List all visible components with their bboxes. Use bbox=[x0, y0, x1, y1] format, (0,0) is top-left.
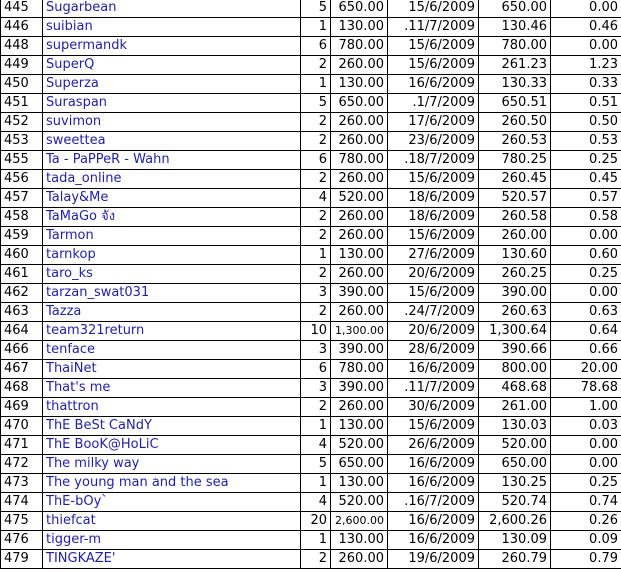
date-cell: .16/7/2009 bbox=[388, 493, 479, 512]
difference-cell: 0.63 bbox=[551, 303, 621, 322]
difference-cell: 1.00 bbox=[551, 398, 621, 417]
amount-cell: 260.00 bbox=[331, 208, 388, 227]
row-number-cell: 462 bbox=[1, 284, 43, 303]
difference-cell: 0.00 bbox=[551, 0, 621, 18]
table-row bbox=[1, 436, 621, 455]
member-name-cell: ThE-bOy` bbox=[43, 493, 301, 512]
member-name-cell: taro_ks bbox=[43, 265, 301, 284]
difference-cell: 0.25 bbox=[551, 265, 621, 284]
table-row bbox=[1, 37, 621, 56]
member-name-cell: ThE BooK@HoLiC bbox=[43, 436, 301, 455]
quantity-cell: 3 bbox=[301, 284, 331, 303]
date-cell: .18/7/2009 bbox=[388, 151, 479, 170]
quantity-cell: 2 bbox=[301, 303, 331, 322]
quantity-cell: 10 bbox=[301, 322, 331, 341]
row-number-cell: 474 bbox=[1, 493, 43, 512]
member-name-cell: The young man and the sea bbox=[43, 474, 301, 493]
amount-cell: 650.00 bbox=[331, 94, 388, 113]
member-name-cell: Talay&Me bbox=[43, 189, 301, 208]
quantity-cell: 6 bbox=[301, 37, 331, 56]
difference-cell: 0.66 bbox=[551, 341, 621, 360]
amount-cell: 260.00 bbox=[331, 132, 388, 151]
paid-amount-cell: 650.51 bbox=[479, 94, 551, 113]
date-cell: 18/6/2009 bbox=[388, 208, 479, 227]
date-cell: 16/6/2009 bbox=[388, 512, 479, 531]
date-cell: 18/6/2009 bbox=[388, 189, 479, 208]
table-row bbox=[1, 18, 621, 37]
row-number-cell: 446 bbox=[1, 18, 43, 37]
amount-cell: 2,600.00 bbox=[331, 512, 388, 531]
quantity-cell: 3 bbox=[301, 341, 331, 360]
row-number-cell: 479 bbox=[1, 550, 43, 569]
row-number-cell: 450 bbox=[1, 75, 43, 94]
table-body bbox=[1, 0, 621, 569]
difference-cell: 0.51 bbox=[551, 94, 621, 113]
quantity-cell: 5 bbox=[301, 94, 331, 113]
difference-cell: 0.00 bbox=[551, 436, 621, 455]
row-number-cell: 459 bbox=[1, 227, 43, 246]
member-name-cell: tada_online bbox=[43, 170, 301, 189]
paid-amount-cell: 130.60 bbox=[479, 246, 551, 265]
member-name-cell: tarnkop bbox=[43, 246, 301, 265]
table-row bbox=[1, 246, 621, 265]
difference-cell: 20.00 bbox=[551, 360, 621, 379]
date-cell: 30/6/2009 bbox=[388, 398, 479, 417]
paid-amount-cell: 130.25 bbox=[479, 474, 551, 493]
member-name-cell: thattron bbox=[43, 398, 301, 417]
difference-cell: 0.25 bbox=[551, 151, 621, 170]
paid-amount-cell: 520.74 bbox=[479, 493, 551, 512]
amount-cell: 390.00 bbox=[331, 379, 388, 398]
table-row bbox=[1, 398, 621, 417]
amount-cell: 650.00 bbox=[331, 0, 388, 18]
row-number-cell: 452 bbox=[1, 113, 43, 132]
row-number-cell: 466 bbox=[1, 341, 43, 360]
quantity-cell: 4 bbox=[301, 493, 331, 512]
quantity-cell: 2 bbox=[301, 208, 331, 227]
table-row bbox=[1, 132, 621, 151]
difference-cell: 0.60 bbox=[551, 246, 621, 265]
quantity-cell: 2 bbox=[301, 398, 331, 417]
amount-cell: 260.00 bbox=[331, 303, 388, 322]
difference-cell: 0.58 bbox=[551, 208, 621, 227]
amount-cell: 130.00 bbox=[331, 474, 388, 493]
difference-cell: 0.45 bbox=[551, 170, 621, 189]
amount-cell: 780.00 bbox=[331, 360, 388, 379]
difference-cell: 0.57 bbox=[551, 189, 621, 208]
member-name-cell: thiefcat bbox=[43, 512, 301, 531]
amount-cell: 130.00 bbox=[331, 18, 388, 37]
difference-cell: 0.09 bbox=[551, 531, 621, 550]
date-cell: 17/6/2009 bbox=[388, 113, 479, 132]
amount-cell: 130.00 bbox=[331, 531, 388, 550]
member-name-cell: tarzan_swat031 bbox=[43, 284, 301, 303]
amount-cell: 130.00 bbox=[331, 75, 388, 94]
member-name-cell: Superza bbox=[43, 75, 301, 94]
date-cell: .11/7/2009 bbox=[388, 379, 479, 398]
paid-amount-cell: 390.66 bbox=[479, 341, 551, 360]
paid-amount-cell: 390.00 bbox=[479, 284, 551, 303]
paid-amount-cell: 130.33 bbox=[479, 75, 551, 94]
paid-amount-cell: 650.00 bbox=[479, 455, 551, 474]
table-row bbox=[1, 94, 621, 113]
table-row bbox=[1, 151, 621, 170]
amount-cell: 520.00 bbox=[331, 436, 388, 455]
amount-cell: 130.00 bbox=[331, 417, 388, 436]
paid-amount-cell: 780.00 bbox=[479, 37, 551, 56]
date-cell: 16/6/2009 bbox=[388, 75, 479, 94]
row-number-cell: 471 bbox=[1, 436, 43, 455]
member-name-cell: Suraspan bbox=[43, 94, 301, 113]
paid-amount-cell: 260.63 bbox=[479, 303, 551, 322]
quantity-cell: 4 bbox=[301, 436, 331, 455]
row-number-cell: 453 bbox=[1, 132, 43, 151]
table-row bbox=[1, 341, 621, 360]
table-row bbox=[1, 303, 621, 322]
quantity-cell: 6 bbox=[301, 360, 331, 379]
table-row bbox=[1, 227, 621, 246]
table-row bbox=[1, 493, 621, 512]
difference-cell: 0.26 bbox=[551, 512, 621, 531]
paid-amount-cell: 130.09 bbox=[479, 531, 551, 550]
table-row bbox=[1, 189, 621, 208]
member-name-cell: Tarmon bbox=[43, 227, 301, 246]
paid-amount-cell: 260.50 bbox=[479, 113, 551, 132]
paid-amount-cell: 260.53 bbox=[479, 132, 551, 151]
row-number-cell: 469 bbox=[1, 398, 43, 417]
difference-cell: 0.79 bbox=[551, 550, 621, 569]
date-cell: 27/6/2009 bbox=[388, 246, 479, 265]
date-cell: 16/6/2009 bbox=[388, 474, 479, 493]
difference-cell: 78.68 bbox=[551, 379, 621, 398]
quantity-cell: 2 bbox=[301, 132, 331, 151]
paid-amount-cell: 520.57 bbox=[479, 189, 551, 208]
member-name-cell: sweettea bbox=[43, 132, 301, 151]
amount-cell: 260.00 bbox=[331, 265, 388, 284]
row-number-cell: 473 bbox=[1, 474, 43, 493]
table-row bbox=[1, 379, 621, 398]
quantity-cell: 1 bbox=[301, 75, 331, 94]
table-row bbox=[1, 550, 621, 569]
table-row bbox=[1, 322, 621, 341]
amount-cell: 260.00 bbox=[331, 170, 388, 189]
table-row bbox=[1, 455, 621, 474]
amount-cell: 390.00 bbox=[331, 341, 388, 360]
quantity-cell: 6 bbox=[301, 151, 331, 170]
date-cell: 15/6/2009 bbox=[388, 0, 479, 18]
difference-cell: 0.46 bbox=[551, 18, 621, 37]
row-number-cell: 461 bbox=[1, 265, 43, 284]
row-number-cell: 470 bbox=[1, 417, 43, 436]
quantity-cell: 20 bbox=[301, 512, 331, 531]
row-number-cell: 464 bbox=[1, 322, 43, 341]
amount-cell: 650.00 bbox=[331, 455, 388, 474]
member-name-cell: tenface bbox=[43, 341, 301, 360]
date-cell: .1/7/2009 bbox=[388, 94, 479, 113]
member-name-cell: Tazza bbox=[43, 303, 301, 322]
paid-amount-cell: 260.58 bbox=[479, 208, 551, 227]
difference-cell: 0.64 bbox=[551, 322, 621, 341]
date-cell: .24/7/2009 bbox=[388, 303, 479, 322]
paid-amount-cell: 468.68 bbox=[479, 379, 551, 398]
member-name-cell: team321return bbox=[43, 322, 301, 341]
quantity-cell: 1 bbox=[301, 531, 331, 550]
quantity-cell: 2 bbox=[301, 113, 331, 132]
table-row bbox=[1, 113, 621, 132]
member-name-cell: suvimon bbox=[43, 113, 301, 132]
date-cell: 15/6/2009 bbox=[388, 284, 479, 303]
date-cell: 15/6/2009 bbox=[388, 417, 479, 436]
difference-cell: 0.00 bbox=[551, 37, 621, 56]
table-row bbox=[1, 75, 621, 94]
table-row bbox=[1, 360, 621, 379]
paid-amount-cell: 260.79 bbox=[479, 550, 551, 569]
member-name-cell: That's me bbox=[43, 379, 301, 398]
table-row bbox=[1, 512, 621, 531]
date-cell: 20/6/2009 bbox=[388, 265, 479, 284]
quantity-cell: 1 bbox=[301, 18, 331, 37]
paid-amount-cell: 780.25 bbox=[479, 151, 551, 170]
date-cell: 15/6/2009 bbox=[388, 227, 479, 246]
row-number-cell: 457 bbox=[1, 189, 43, 208]
paid-amount-cell: 1,300.64 bbox=[479, 322, 551, 341]
quantity-cell: 1 bbox=[301, 246, 331, 265]
paid-amount-cell: 261.00 bbox=[479, 398, 551, 417]
row-number-cell: 468 bbox=[1, 379, 43, 398]
quantity-cell: 4 bbox=[301, 189, 331, 208]
difference-cell: 0.00 bbox=[551, 227, 621, 246]
row-number-cell: 475 bbox=[1, 512, 43, 531]
member-name-cell: TINGKAZE' bbox=[43, 550, 301, 569]
quantity-cell: 3 bbox=[301, 379, 331, 398]
row-number-cell: 455 bbox=[1, 151, 43, 170]
amount-cell: 1,300.00 bbox=[331, 322, 388, 341]
difference-cell: 0.53 bbox=[551, 132, 621, 151]
date-cell: 16/6/2009 bbox=[388, 360, 479, 379]
row-number-cell: 467 bbox=[1, 360, 43, 379]
quantity-cell: 2 bbox=[301, 56, 331, 75]
row-number-cell: 460 bbox=[1, 246, 43, 265]
member-name-cell: ThE BeSt CaNdY bbox=[43, 417, 301, 436]
quantity-cell: 5 bbox=[301, 0, 331, 18]
date-cell: 15/6/2009 bbox=[388, 56, 479, 75]
amount-cell: 780.00 bbox=[331, 151, 388, 170]
paid-amount-cell: 130.03 bbox=[479, 417, 551, 436]
date-cell: 19/6/2009 bbox=[388, 550, 479, 569]
amount-cell: 390.00 bbox=[331, 284, 388, 303]
table-row bbox=[1, 0, 621, 18]
amount-cell: 780.00 bbox=[331, 37, 388, 56]
table-row bbox=[1, 56, 621, 75]
amount-cell: 260.00 bbox=[331, 56, 388, 75]
paid-amount-cell: 261.23 bbox=[479, 56, 551, 75]
paid-amount-cell: 520.00 bbox=[479, 436, 551, 455]
difference-cell: 0.74 bbox=[551, 493, 621, 512]
member-name-cell: ThaiNet bbox=[43, 360, 301, 379]
date-cell: 26/6/2009 bbox=[388, 436, 479, 455]
quantity-cell: 2 bbox=[301, 227, 331, 246]
table-row bbox=[1, 284, 621, 303]
member-name-cell: SuperQ bbox=[43, 56, 301, 75]
paid-amount-cell: 260.45 bbox=[479, 170, 551, 189]
row-number-cell: 448 bbox=[1, 37, 43, 56]
table-row bbox=[1, 208, 621, 227]
quantity-cell: 1 bbox=[301, 474, 331, 493]
member-name-cell: Sugarbean bbox=[43, 0, 301, 18]
amount-cell: 260.00 bbox=[331, 398, 388, 417]
member-name-cell: The milky way bbox=[43, 455, 301, 474]
difference-cell: 0.33 bbox=[551, 75, 621, 94]
difference-cell: 0.25 bbox=[551, 474, 621, 493]
difference-cell: 0.00 bbox=[551, 284, 621, 303]
row-number-cell: 456 bbox=[1, 170, 43, 189]
date-cell: .11/7/2009 bbox=[388, 18, 479, 37]
row-number-cell: 451 bbox=[1, 94, 43, 113]
quantity-cell: 2 bbox=[301, 265, 331, 284]
amount-cell: 260.00 bbox=[331, 227, 388, 246]
row-number-cell: 463 bbox=[1, 303, 43, 322]
member-name-cell: TaMaGo จัง bbox=[43, 208, 301, 227]
member-name-cell: Ta - PaPPeR - Wahn bbox=[43, 151, 301, 170]
amount-cell: 520.00 bbox=[331, 189, 388, 208]
date-cell: 28/6/2009 bbox=[388, 341, 479, 360]
row-number-cell: 458 bbox=[1, 208, 43, 227]
paid-amount-cell: 800.00 bbox=[479, 360, 551, 379]
table-row bbox=[1, 474, 621, 493]
paid-amount-cell: 650.00 bbox=[479, 0, 551, 18]
member-name-cell: supermandk bbox=[43, 37, 301, 56]
amount-cell: 520.00 bbox=[331, 493, 388, 512]
row-number-cell: 449 bbox=[1, 56, 43, 75]
quantity-cell: 1 bbox=[301, 417, 331, 436]
table-row bbox=[1, 417, 621, 436]
date-cell: 23/6/2009 bbox=[388, 132, 479, 151]
quantity-cell: 2 bbox=[301, 550, 331, 569]
paid-amount-cell: 260.25 bbox=[479, 265, 551, 284]
difference-cell: 0.00 bbox=[551, 455, 621, 474]
quantity-cell: 2 bbox=[301, 170, 331, 189]
amount-cell: 260.00 bbox=[331, 113, 388, 132]
paid-amount-cell: 130.46 bbox=[479, 18, 551, 37]
paid-amount-cell: 2,600.26 bbox=[479, 512, 551, 531]
row-number-cell: 445 bbox=[1, 0, 43, 18]
member-name-cell: suibian bbox=[43, 18, 301, 37]
row-number-cell: 476 bbox=[1, 531, 43, 550]
row-number-cell: 472 bbox=[1, 455, 43, 474]
date-cell: 16/6/2009 bbox=[388, 531, 479, 550]
table-row bbox=[1, 265, 621, 284]
difference-cell: 1.23 bbox=[551, 56, 621, 75]
member-name-cell: tigger-m bbox=[43, 531, 301, 550]
date-cell: 15/6/2009 bbox=[388, 170, 479, 189]
date-cell: 15/6/2009 bbox=[388, 37, 479, 56]
amount-cell: 260.00 bbox=[331, 550, 388, 569]
quantity-cell: 5 bbox=[301, 455, 331, 474]
date-cell: 16/6/2009 bbox=[388, 455, 479, 474]
date-cell: 20/6/2009 bbox=[388, 322, 479, 341]
difference-cell: 0.03 bbox=[551, 417, 621, 436]
amount-cell: 130.00 bbox=[331, 246, 388, 265]
difference-cell: 0.50 bbox=[551, 113, 621, 132]
paid-amount-cell: 260.00 bbox=[479, 227, 551, 246]
table-row bbox=[1, 170, 621, 189]
table-row bbox=[1, 531, 621, 550]
